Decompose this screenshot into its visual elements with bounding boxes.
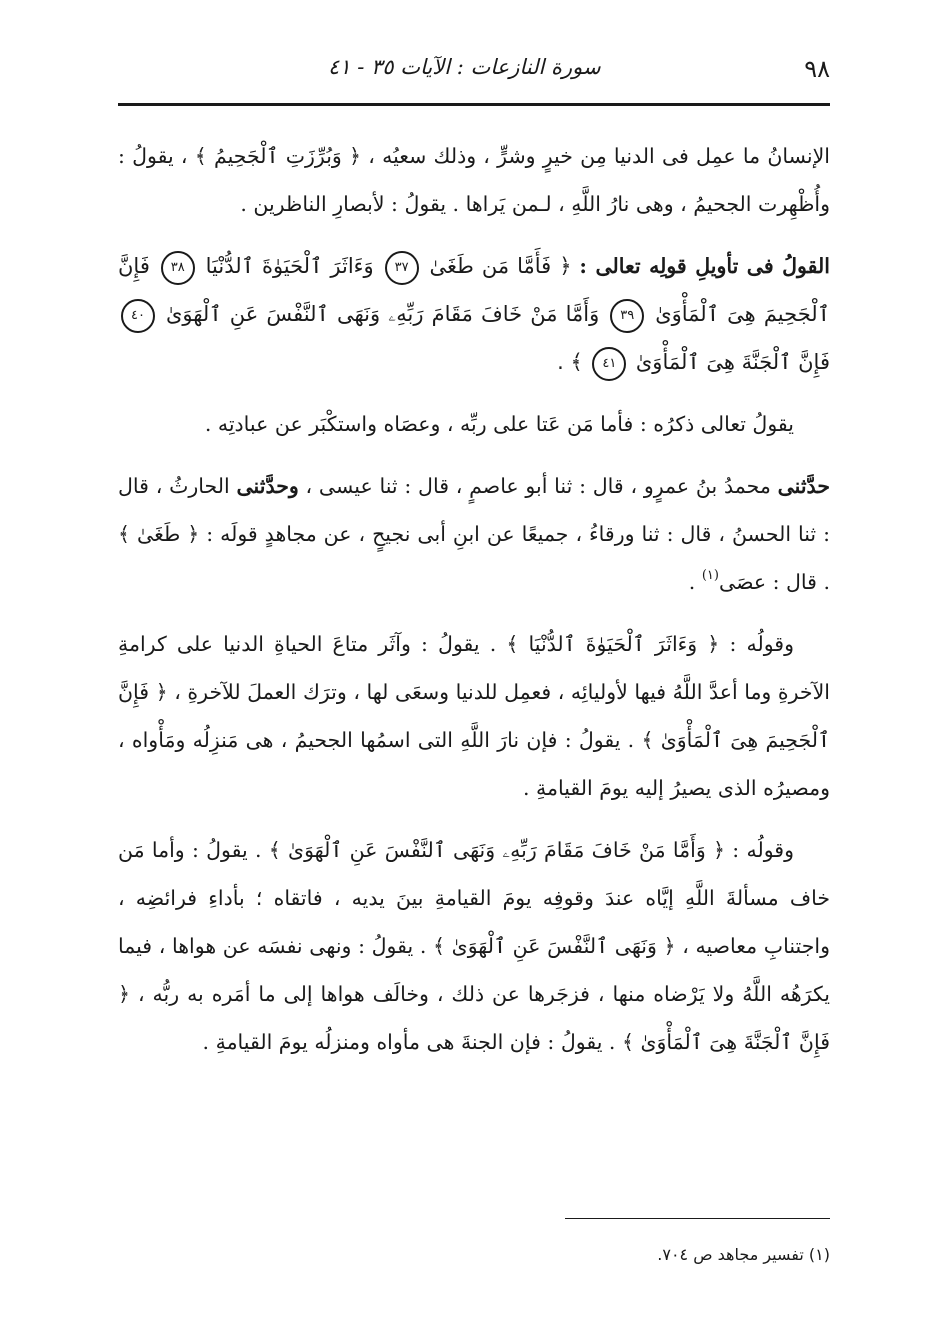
- quran-verse-38: وَءَاثَرَ ٱلْحَيَوٰةَ ٱلدُّنْيَا: [205, 254, 374, 278]
- quran-verse-close: ﴾ .: [557, 350, 583, 374]
- footnote-reference[interactable]: (١): [701, 568, 719, 583]
- ayah-number-marker: ٣٨: [161, 251, 195, 285]
- page-number: ٩٨: [804, 55, 830, 83]
- quran-verse-40: وَأَمَّا مَنْ خَافَ مَقَامَ رَبِّهِۦ وَنَهَى ٱلنَّفْسَ عَنِ ٱلْهَوَىٰ: [165, 302, 600, 326]
- paragraph-5: وقولُه : ﴿ وَءَاثَرَ ٱلْحَيَوٰةَ ٱلدُّنْيَا ﴾ . يقولُ : وآثَر متاعَ الحياةِ الدنيا على كرامةِ الآخرةِ وما أعدَّ اللَّهُ فيها لأوليائِه ، فعمِل للدنيا وسعَى لها ، وترَك العملَ للآخرةِ ، ﴿ فَإِنَّ ٱلْجَحِيمَ هِىَ ٱلْمَأْوَىٰ ﴾ . يقولُ : فإن نارَ اللَّهِ التى اسمُها الجحيمُ ، هى مَنزِلُه ومَأْواه ، ومصيرُه الذى يصيرُ إليه يومَ القيامةِ .: [118, 632, 830, 800]
- narration-keyword: حدَّثنى: [777, 474, 830, 498]
- quran-verse-39: فَإِنَّ ٱلْجَحِيمَ هِىَ ٱلْمَأْوَىٰ: [118, 254, 830, 326]
- paragraph-4-hadith-chain: [118, 462, 830, 606]
- page-header: [118, 55, 830, 95]
- paragraph-2-verse-heading: [118, 242, 830, 386]
- running-title: سورة النازعات : الآيات ٣٥ - ٤١: [328, 55, 601, 79]
- narration-keyword: وحدَّثنى: [236, 474, 299, 498]
- narration-end: .: [688, 570, 702, 594]
- narration-text: محمدُ بنُ عمرٍو ، قال : ثنا أبو عاصمٍ ، قال : ثنا عيسى ،: [298, 474, 778, 498]
- ayah-number-marker: ٤١: [592, 347, 626, 381]
- ayah-number-marker: ٣٧: [385, 251, 419, 285]
- paragraph-6: وقولُه : ﴿ وَأَمَّا مَنْ خَافَ مَقَامَ رَبِّهِۦ وَنَهَى ٱلنَّفْسَ عَنِ ٱلْهَوَىٰ ﴾ . يقولُ : وأما مَن خاف مسألةَ اللَّهِ إيَّاه عندَ وقوفِه يومَ القيامةِ بينَ يديه ، فاتقاه ؛ بأداءِ فرائضِه ، واجتنابِ معاصيه ، ﴿ وَنَهَى ٱلنَّفْسَ عَنِ ٱلْهَوَىٰ ﴾ . يقولُ : ونهى نفسَه عن هواها ، فيما يكرَهُه اللَّهُ ولا يَرْضاه منها ، فزجَرها عن ذلك ، وخالَف هواها إلى ما أمَره به ربُّه ، ﴿ فَإِنَّ ٱلْجَنَّةَ هِىَ ٱلْمَأْوَىٰ ﴾ . يقولُ : فإن الجنةَ هى مأواه ومنزلُه يومَ القيامةِ .: [118, 838, 830, 1054]
- main-text: [118, 132, 830, 1080]
- quran-verse-35: ﴿ فَأَمَّا مَن طَغَىٰ: [429, 254, 572, 278]
- paragraph-1: الإنسانُ ما عمِل فى الدنيا مِن خيرٍ وشرٍّ ، وذلك سعيُه ، ﴿ وَبُرِّزَتِ ٱلْجَحِيمُ ﴾ ، يقولُ : وأُظْهِرت الجحيمُ ، وهى نارُ اللَّهِ ، لـمن يَراها . يقولُ : لأبصارِ الناظرين .: [118, 144, 830, 216]
- footnote: (١) تفسير مجاهد ص ٧٠٤.: [657, 1245, 830, 1264]
- header-divider: [118, 103, 830, 106]
- narration-text: الحارثُ ، قال : ثنا الحسنُ ، قال : ثنا ورقاءُ ، جميعًا عن ابنِ أبى نجيحٍ ، عن مجاهدٍ قولَه : ﴿ طَغَىٰ ﴾ . قال : عصَى: [118, 474, 830, 594]
- paragraph-3: يقولُ تعالى ذكرُه : فأما مَن عَتا على ربِّه ، وعصَاه واستكْبَر عن عبادتِه .: [204, 412, 794, 436]
- section-heading: القولُ فى تأويلِ قولِه تعالى :: [579, 254, 830, 278]
- ayah-number-marker: ٣٩: [610, 299, 644, 333]
- footnote-divider: [565, 1218, 830, 1219]
- quran-verse-41: فَإِنَّ ٱلْجَنَّةَ هِىَ ٱلْمَأْوَىٰ: [635, 350, 830, 374]
- ayah-number-marker: ٤٠: [121, 299, 155, 333]
